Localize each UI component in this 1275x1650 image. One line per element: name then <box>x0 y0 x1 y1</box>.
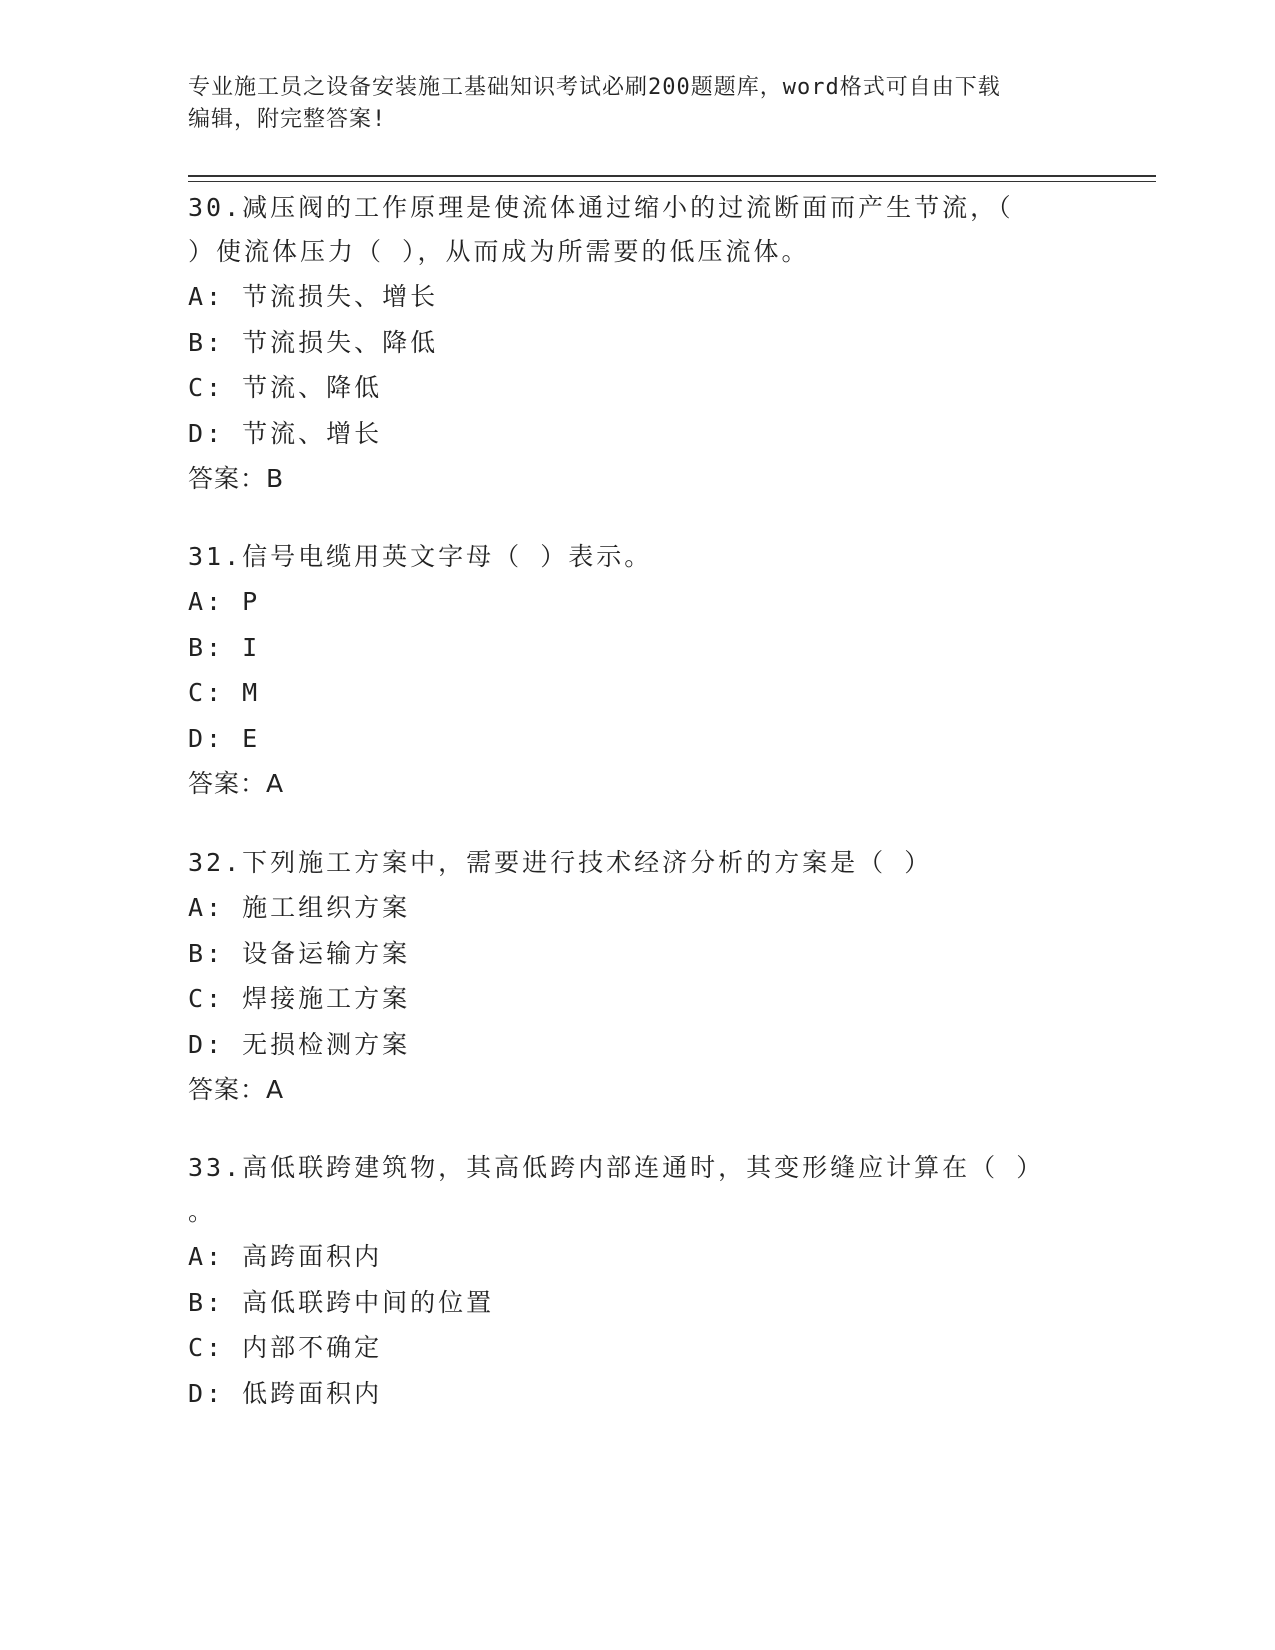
option-d: D: 节流、增长 <box>188 418 383 448</box>
option-b: B: 节流损失、降低 <box>188 327 439 357</box>
option-c: C: M <box>188 678 261 707</box>
header-divider-thin <box>188 181 1156 182</box>
question-33 <box>188 1146 1088 1416</box>
header-divider-thick <box>188 175 1156 177</box>
option-c: C: 焊接施工方案 <box>188 984 411 1013</box>
question-stem <box>188 186 1088 274</box>
question-stem-line: ）使流体压力（ ），从而成为所需要的低压流体。 <box>188 237 810 266</box>
option-d: D: E <box>188 723 261 753</box>
question-stem-line: 32.下列施工方案中，需要进行技术经济分析的方案是（ ） <box>188 848 933 877</box>
question-32 <box>188 841 1088 1112</box>
option-c: C: 内部不确定 <box>188 1333 383 1362</box>
option-d: D: 无损检测方案 <box>188 1029 411 1059</box>
answer: 答案：A <box>188 769 285 798</box>
option-a: A: 施工组织方案 <box>188 893 411 922</box>
question-stem <box>188 535 1088 579</box>
question-31 <box>188 535 1088 806</box>
option-b: B: I <box>188 632 261 662</box>
answer: 答案：B <box>188 464 285 493</box>
option-c: C: 节流、降低 <box>188 373 383 402</box>
question-stem <box>188 1146 1088 1234</box>
question-stem <box>188 841 1088 885</box>
question-stem-line: 33.高低联跨建筑物，其高低跨内部连通时，其变形缝应计算在（ ） <box>188 1153 1045 1182</box>
option-a: A: P <box>188 587 261 616</box>
question-30 <box>188 186 1088 501</box>
option-a: A: 高跨面积内 <box>188 1242 383 1271</box>
option-b: B: 高低联跨中间的位置 <box>188 1287 495 1317</box>
question-stem-line: 30.减压阀的工作原理是使流体通过缩小的过流断面而产生节流，（ <box>188 193 1014 222</box>
answer: 答案：A <box>188 1075 285 1104</box>
option-d: D: 低跨面积内 <box>188 1378 383 1408</box>
option-b: B: 设备运输方案 <box>188 938 411 968</box>
option-a: A: 节流损失、增长 <box>188 282 439 311</box>
question-stem-line: 。 <box>188 1197 217 1226</box>
header-line-1: 专业施工员之设备安装施工基础知识考试必刷200题题库，word格式可自由下载 <box>188 75 1001 100</box>
header-line-2: 编辑，附完整答案! <box>188 107 387 132</box>
question-stem-line: 31.信号电缆用英文字母（ ）表示。 <box>188 542 653 571</box>
document-header <box>188 72 1088 136</box>
